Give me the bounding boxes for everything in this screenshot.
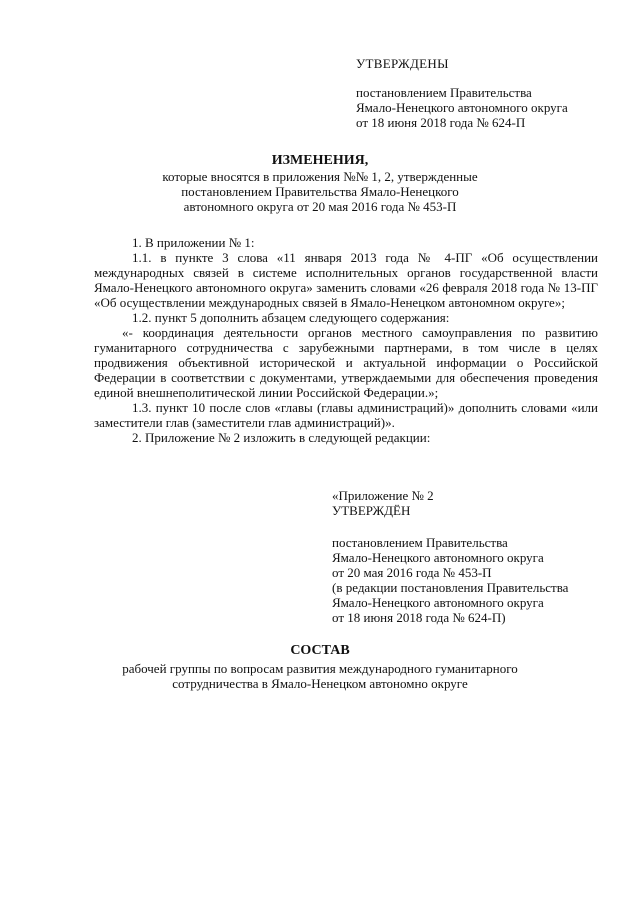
annex-line: Ямало-Ненецкого автономного округа xyxy=(332,550,544,565)
approval-line: постановлением Правительства xyxy=(356,85,532,100)
approval-title: УТВЕРЖДЕНЫ xyxy=(356,56,449,71)
paragraph-1: 1. В приложении № 1: xyxy=(132,235,255,250)
approval-line: Ямало-Ненецкого автономного округа xyxy=(356,100,568,115)
annex-line: Ямало-Ненецкого автономного округа xyxy=(332,595,544,610)
document-body xyxy=(94,235,598,445)
changes-subtitle-line: автономного округа от 20 мая 2016 года № 453-П xyxy=(183,199,457,214)
annex-line: от 18 июня 2018 года № 624-П) xyxy=(332,610,506,625)
annex-line: от 20 мая 2016 года № 453-П xyxy=(332,565,492,580)
paragraph-1-1: 1.1. в пункте 3 слова «11 января 2013 года № 4-ПГ «Об осуществлении международных связей в системе исполнительных органов государственной власти Ямало-Ненецкого автономного округа» заменить словами «26 февраля 2018 года № 13-ПГ «Об осуществлении международных связей в Ямало-Ненецком автономном округе»; xyxy=(94,250,598,310)
paragraph-1-2-quote: «- координация деятельности органов местного самоуправления по развитию гуманитарного сотрудничества с зарубежными партнерами, в том числе в целях продвижения объективной исторической и актуальной информации о Российской Федерации в соответствии с документами, утверждаемыми для обеспечения проведения единой внешнеполитической линии Российской Федерации.»; xyxy=(94,325,598,400)
composition-subtitle-line: рабочей группы по вопросам развития международного гуманитарного xyxy=(122,661,518,676)
composition-heading: СОСТАВ xyxy=(290,643,350,658)
changes-heading: ИЗМЕНЕНИЯ, xyxy=(271,153,369,168)
paragraph-1-3: 1.3. пункт 10 после слов «главы (главы администраций)» дополнить словами «или заместители глав (заместители глав администраций)». xyxy=(94,400,598,430)
approval-stamp xyxy=(356,56,616,130)
annex-line: постановлением Правительства xyxy=(332,535,508,550)
changes-title-block xyxy=(110,153,530,214)
composition-subtitle-line: сотрудничества в Ямало-Ненецком автономно округе xyxy=(172,676,468,691)
annex-line: (в редакции постановления Правительства xyxy=(332,580,569,595)
paragraph-1-2: 1.2. пункт 5 дополнить абзацем следующего содержания: xyxy=(132,310,450,325)
annex-title: «Приложение № 2 xyxy=(332,488,434,503)
paragraph-2: 2. Приложение № 2 изложить в следующей редакции: xyxy=(132,430,431,445)
changes-subtitle-line: которые вносятся в приложения №№ 1, 2, утвержденные xyxy=(162,169,478,184)
composition-title-block xyxy=(90,643,550,691)
approval-line: от 18 июня 2018 года № 624-П xyxy=(356,115,526,130)
annex-stamp xyxy=(332,488,612,625)
changes-subtitle-line: постановлением Правительства Ямало-Ненецкого xyxy=(181,184,459,199)
annex-approved: УТВЕРЖДЁН xyxy=(332,503,411,518)
